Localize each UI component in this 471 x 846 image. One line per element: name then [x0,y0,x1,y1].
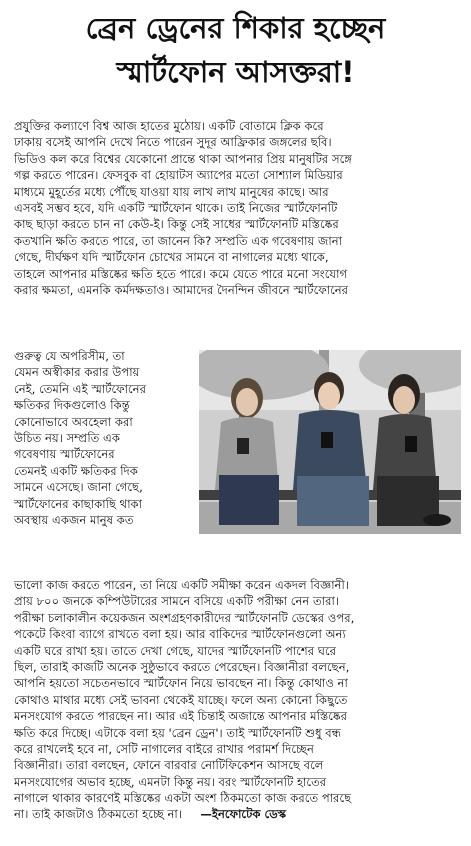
byline: —ইনফোটেক ডেস্ক [200,807,287,822]
article-line: আপনি হয়তো সচেতনভাবে স্মার্টফোন নিয়ে ভাবছেন না। কিন্তু কোথাও না [14,676,348,691]
article-line: একটি ঘরে রাখা হয়। তাতে দেখা গেছে, যাদের স্মার্টফোনটি পাশের ঘরে [14,643,336,658]
article-line: গল্প করতে পারেন। ফেসবুক বা হোয়াটস অ্যাপের মতো সোশ্যাল মিডিয়ার [14,168,343,183]
article-line: সামনে এসেছে। জানা গেছে, [14,480,143,495]
article-line: ভালো কাজ করতে পারেন, তা নিয়ে একটি সমীক্ষা করেন একদল বিজ্ঞানী। [14,578,349,592]
article-line: ঢাকায় বসেই আপনি দেখে নিতে পারেন সুদূর আফ্রিকার জঙ্গলের ছবি। [14,135,332,150]
article-line: উচিত নয়। সম্প্রতি এক [14,430,120,445]
article-line: কোনোভাবে অবহেলা করা [14,414,133,429]
article-line: কাছ ছাড়া করতে চান না কেউ-ই। কিন্তু সেই সাধের স্মার্টফোনটি মস্তিষ্কের [14,217,339,232]
article-line: পরীক্ষা চলাকালীন কয়েকজন অংশগ্রহণকারীদের স্মার্টফোনটি ডেস্কের ওপর, [14,610,355,625]
article-line: পকেটে কিংবা ব্যাগে রাখতে বলা হয়। আর বাকিদের স্মার্টফোনগুলো অন্য [14,627,346,642]
article-line: গুরুত্ব যে অপরিসীম, তা [14,349,125,363]
article-line: ক্ষতিকর দিকগুলোও কিন্তু [14,398,130,413]
article-line: স্মার্টফোনের কাছাকাছি থাকা [14,496,143,511]
article-line: নেই, তেমনি এই স্মার্টফোনের [14,381,146,396]
article-line: তাহলে আপনার মস্তিষ্কের ক্ষতি হতে পারে। কমে যেতে পারে মনো সংযোগ [14,266,348,281]
article-line: গবেষণায় স্মার্টফোনের [14,447,115,462]
article-paragraph-wrap [14,348,194,528]
headline [0,6,471,94]
article-line: মনসংযোগের অভাব হচ্ছে, এমনটা কিন্তু নয়। বরং স্মার্টফোনটি হাতের [14,774,327,789]
article-line: কোথাও মাথার মধ্যে সেই ভাবনা থেকেই যাচ্ছে। ফলে অন্য কোনো কিছুতে [14,692,348,707]
article-last-text: না। তাই কাজটাও ঠিকমতো হচ্ছে না। [14,807,182,822]
article-line: বিজ্ঞানীরা। তারা বলছেন, ফোনে বারবার নোটিফিকেশন আসছে বলে [14,758,324,773]
article-line: ভিডিও কল করে বিশ্বের যেকোনো প্রান্তে থাকা আপনার প্রিয় মানুষটির সঙ্গে [14,151,352,166]
article-line: কতখানি ক্ষতি করতে পারে, তা জানেন কি? সম্প্রতি এক গবেষণায় জানা [14,233,343,248]
article-last-line [14,806,464,822]
article-line: ক্ষতি করে দিচ্ছে। এটাকে বলা হয় 'ব্রেন ড্রেন'। তাই স্মার্টফোনটি শুধু বন্ধ [14,725,341,740]
article-line: অবস্থায় একজন মানুষ কত [14,512,134,527]
article-line: তেমনই একটি ক্ষতিকর দিক [14,463,138,478]
article-line: প্রায় ৮০০ জনকে কম্পিউটারের সামনে বসিয়ে একটি পরীক্ষা নেন তারা। [14,594,339,609]
article-line: মনসংযোগ করতে পারছেন না। আর এই চিন্তাই অজান্তে আপনার মস্তিষ্কের [14,709,348,724]
article-line: মাধ্যমে মুহূর্তের মধ্যে পৌঁছে যাওয়া যায় লাখ লাখ মানুষের কাছে। আর [14,184,329,199]
headline-line-2: স্মার্টফোন আসক্তরা! [116,55,355,89]
article-line: প্রযুক্তির কল্যাণে বিশ্ব আজ হাতের মুঠোয়। একটি বোতামে ক্লিক করে [14,119,324,133]
article-line: ছিল, তারাই কাজটি অনেক সুষ্ঠুভাবে করতে পেরেছেন। বিজ্ঞানীরা বলছেন, [14,659,350,674]
article-line: করে রাখলেই হবে না, সেটি নাগালের বাইরে রাখার পরামর্শ দিচ্ছেন [14,741,314,756]
article-line: করার ক্ষমতা, এমনকি কর্মদক্ষতাও। আমাদের দৈনন্দিন জীবনে স্মার্টফোনের [14,282,349,297]
article-line: নাগালে থাকার কারণেই মস্তিষ্কের একটা অংশ ঠিকমতো কাজ করতে পারছে [14,791,352,806]
article-line: যেমন অস্বীকার করার উপায় [14,365,140,380]
article-paragraph-bottom [14,577,464,823]
article-line: এসবই সম্ভব হবে, যদি একটি স্মার্টফোন থাকে। তাই নিজের স্মার্টফোনটি [14,200,338,215]
article-photo [199,350,461,534]
headline-line-1: ব্রেন ড্রেনের শিকার হচ্ছেন [85,11,386,45]
article-paragraph-top [14,118,464,298]
article-line: গেছে, দীর্ঘক্ষণ যদি স্মার্টফোন চোখের সামনে বা নাগালের মধ্যে থাকে, [14,250,329,265]
